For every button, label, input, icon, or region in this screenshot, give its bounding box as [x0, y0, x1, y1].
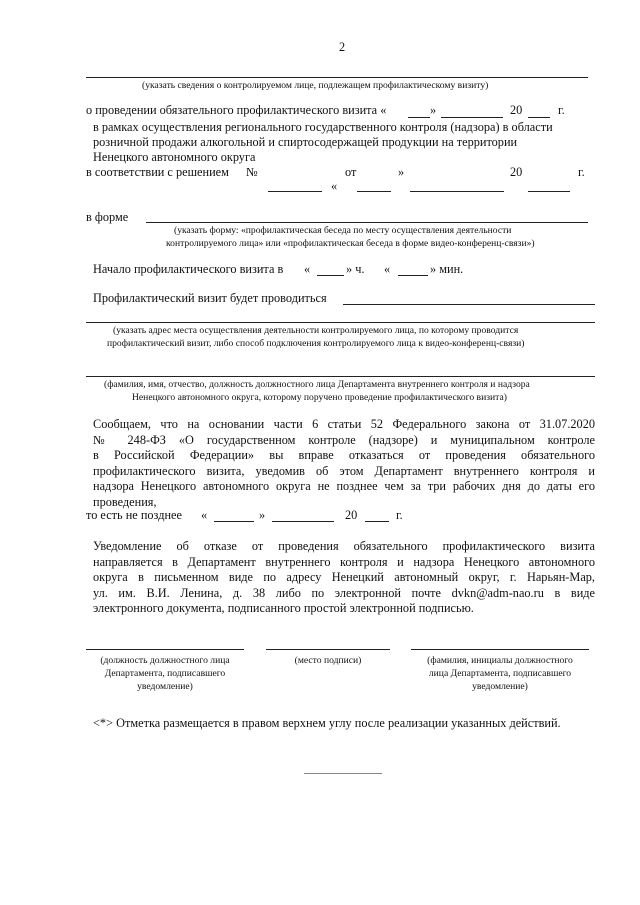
visit-year-blank — [528, 117, 550, 118]
deadline-year-blank — [365, 521, 389, 522]
notice-line-3: в Российской Федерации» вы вправе отказаться от проведения обязательного — [93, 448, 595, 463]
visit-day-blank — [408, 117, 430, 118]
location-underline-1 — [343, 304, 595, 305]
start-hours-label: » ч. — [346, 262, 365, 276]
deadline-prefix: то есть не позднее — [86, 508, 182, 522]
start-label: Начало профилактического визита в — [93, 262, 284, 276]
refusal-paragraph — [93, 539, 595, 617]
form-caption-line-2: контролируемого лица» или «профилактическая беседа в форме видео-конференц-связи») — [166, 238, 535, 249]
location-caption-line-2: профилактический визит, либо способ подключения контролируемого лица к видео-конференц-связи) — [107, 338, 525, 349]
location-label: Профилактический визит будет проводиться — [93, 291, 327, 305]
signature-name-line-3: уведомление) — [472, 681, 528, 692]
decision-prefix: в соответствии с решением — [86, 165, 229, 179]
signature-position-line-2: Департамента, подписавшего — [104, 668, 226, 679]
signature-name-underline — [411, 649, 589, 650]
controlled-person-caption: (указать сведения о контролируемом лице, подлежащем профилактическому визиту) — [142, 80, 489, 91]
start-minutes-label: » мин. — [430, 262, 464, 276]
controlled-person-underline — [86, 77, 588, 78]
deadline-month-blank — [272, 521, 334, 522]
official-caption-line-2: Ненецкого автономного округа, которому поручено проведение профилактического визита) — [132, 392, 507, 403]
control-line-1: в рамках осуществления регионального государственного контроля (надзора) в области — [93, 120, 553, 134]
signature-name-line-2: лица Департамента, подписавшего — [428, 668, 572, 679]
signature-place-caption — [266, 654, 390, 667]
notice-line-2: № 248-ФЗ «О государственном контроле (надзоре) и муниципальном контроле — [93, 432, 595, 447]
notice-line-5: надзора Ненецкого автономного округа не позднее чем за три рабочих дня до даты его — [93, 479, 595, 494]
decision-from: от — [345, 165, 357, 179]
deadline-day-blank — [214, 521, 254, 522]
decision-day-blank — [357, 191, 391, 192]
signature-position-caption — [86, 654, 244, 693]
visit-month-blank — [441, 117, 503, 118]
form-label: в форме — [86, 210, 129, 224]
signature-position-line-1: (должность должностного лица — [100, 655, 230, 666]
form-underline — [146, 222, 588, 223]
refusal-line-2: направляется в Департамент внутреннего контроля и надзора Ненецкого автономного — [93, 554, 595, 569]
signature-position-line-3: уведомление) — [137, 681, 193, 692]
signature-name-caption — [411, 654, 589, 693]
decision-year-blank — [528, 191, 570, 192]
start-minutes-blank — [398, 275, 428, 276]
decision-number-blank — [268, 191, 322, 192]
footnote: <*> Отметка размещается в правом верхнем углу после реализации указанных действий. — [93, 716, 561, 730]
notice-line-1: Сообщаем, что на основании части 6 статьи 52 Федерального закона от 31.07.2020 — [93, 417, 595, 431]
bottom-separator — [304, 773, 382, 774]
refusal-line-3: округа в письменном виде по адресу Ненецкий автономный округ, г. Нарьян-Мар, — [93, 570, 595, 585]
decision-month-blank — [410, 191, 504, 192]
decision-year-suffix: г. — [578, 165, 585, 179]
notice-line-6: проведения, — [93, 494, 157, 509]
notice-line-4: профилактического визита, уведомив об этом Департамент внутреннего контроля и — [93, 463, 595, 478]
visit-year-suffix: г. — [558, 103, 565, 117]
refusal-line-4: ул. им. В.И. Ленина, д. 38 либо по электронной почте dvkn@adm-nao.ru в виде — [93, 585, 595, 600]
location-caption-line-1: (указать адрес места осуществления деятельности контролируемого лица, по которому проводится — [113, 325, 519, 336]
form-caption-line-1: (указать форму: «профилактическая беседа по месту осуществления деятельности — [174, 225, 512, 236]
location-underline-2 — [86, 322, 595, 323]
decision-year-prefix: 20 — [510, 165, 523, 179]
start-open-quote-minutes: « — [384, 262, 391, 276]
decision-open-quote: « — [331, 179, 338, 193]
official-caption-line-1: (фамилия, имя, отчество, должность должностного лица Департамента внутреннего контроля и надзора — [104, 379, 530, 390]
deadline-close-quote: » — [259, 508, 266, 522]
start-open-quote-hours: « — [304, 262, 311, 276]
notice-paragraph — [93, 417, 595, 511]
deadline-open-quote: « — [201, 508, 208, 522]
start-hours-blank — [317, 275, 344, 276]
control-line-2: розничной продажи алкогольной и спиртосодержащей продукции на территории — [93, 135, 518, 149]
refusal-line-5: электронного документа, подписанного простой электронной подписью. — [93, 601, 474, 616]
deadline-year-suffix: г. — [396, 508, 403, 522]
signature-place-underline — [266, 649, 390, 650]
refusal-line-1: Уведомление об отказе от проведения обязательного профилактического визита — [93, 539, 595, 553]
signature-name-line-1: (фамилия, инициалы должностного — [427, 655, 573, 666]
decision-close-quote: » — [398, 165, 405, 179]
official-underline — [86, 376, 595, 377]
visit-close-quote: » — [430, 103, 437, 117]
control-line-3: Ненецкого автономного округа — [93, 150, 256, 164]
page-number: 2 — [339, 40, 346, 54]
visit-year-prefix: 20 — [510, 103, 523, 117]
signature-position-underline — [86, 649, 244, 650]
signature-place-line-1: (место подписи) — [294, 655, 362, 666]
visit-prefix: о проведении обязательного профилактического визита « — [86, 103, 387, 117]
decision-number-sign: № — [246, 165, 258, 179]
deadline-year-prefix: 20 — [345, 508, 358, 522]
